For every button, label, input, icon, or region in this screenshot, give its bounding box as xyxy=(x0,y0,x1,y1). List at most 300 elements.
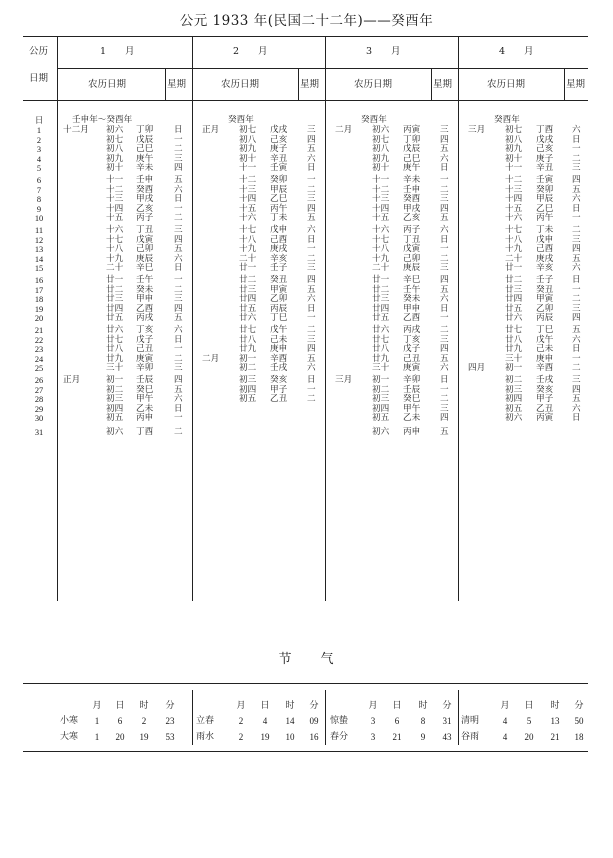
lunar-day: 十三 xyxy=(505,184,523,195)
weekday: 四 xyxy=(572,244,581,254)
weekday: 三 xyxy=(572,303,581,314)
lunar-day: 初八 xyxy=(239,134,257,145)
day-number: 20 xyxy=(34,314,44,323)
ganzhi: 癸酉 xyxy=(403,194,421,204)
lunar-day: 二十 xyxy=(505,253,523,264)
jieqi-value: 2 xyxy=(238,716,244,726)
weekday: 六 xyxy=(307,153,316,164)
ganzhi: 癸未 xyxy=(403,294,421,304)
lunar-day: 三十 xyxy=(372,363,390,373)
weekday: 六 xyxy=(174,394,183,404)
lunar-day: 初十 xyxy=(239,153,257,164)
day-number: 31 xyxy=(34,428,44,437)
ganzhi: 癸亥 xyxy=(270,375,288,385)
lunar-day: 初二 xyxy=(372,384,390,395)
header-gongli: 公历 xyxy=(29,46,49,57)
jieqi-value: 8 xyxy=(420,716,426,726)
ganzhi: 癸亥 xyxy=(536,384,554,395)
ganzhi: 戊午 xyxy=(270,325,288,335)
lunar-day: 初六 xyxy=(372,125,390,135)
lunar-day: 十一 xyxy=(239,163,257,173)
weekday: 三 xyxy=(440,334,449,345)
lunar-day: 初八 xyxy=(505,134,523,145)
lunar-day: 廿一 xyxy=(372,275,390,285)
lunar-day: 十七 xyxy=(106,234,124,245)
jieqi-title: 节 气 xyxy=(278,652,335,667)
weekday: 二 xyxy=(440,394,449,404)
lunar-day: 十六 xyxy=(239,213,257,223)
day-number: 4 xyxy=(36,154,42,164)
lunar-month-marker: 十二月 xyxy=(63,125,89,135)
day-number: 2 xyxy=(36,135,42,145)
ganzhi: 甲戌 xyxy=(403,203,421,214)
jieqi-value: 4 xyxy=(262,716,268,726)
lunar-day: 廿八 xyxy=(505,334,523,345)
weekday: 二 xyxy=(174,353,183,364)
jieqi-col-header: 日 xyxy=(392,700,402,710)
weekday: 日 xyxy=(440,234,449,245)
weekday: 六 xyxy=(572,125,581,135)
ganzhi: 己巳 xyxy=(403,153,421,164)
ganzhi: 甲寅 xyxy=(536,294,554,304)
weekday: 五 xyxy=(440,353,449,364)
month-header-4: 4 月 xyxy=(499,46,534,57)
lunar-day: 十七 xyxy=(372,234,390,245)
jieqi-col-header: 日 xyxy=(260,700,270,710)
ganzhi: 甲子 xyxy=(536,394,554,404)
weekday: 一 xyxy=(572,353,581,364)
lunar-day: 初一 xyxy=(505,363,523,373)
ganzhi: 甲申 xyxy=(136,294,154,304)
lunar-day: 初三 xyxy=(372,394,390,404)
weekday: 五 xyxy=(440,144,449,154)
weekday: 六 xyxy=(307,363,316,373)
jieqi-col-header: 月 xyxy=(368,700,378,710)
weekday: 五 xyxy=(572,325,581,335)
lunar-day: 初七 xyxy=(106,134,124,145)
ganzhi: 丙午 xyxy=(270,203,288,214)
ganzhi: 壬寅 xyxy=(270,163,288,173)
ganzhi: 戊戌 xyxy=(536,134,554,145)
ganzhi: 庚戌 xyxy=(536,253,554,264)
ganzhi: 丙辰 xyxy=(270,303,288,314)
lunar-day: 十五 xyxy=(106,213,124,223)
lunar-day: 初六 xyxy=(505,413,523,423)
lunar-day: 廿九 xyxy=(239,344,257,354)
ganzhi: 辛亥 xyxy=(536,263,554,273)
weekday: 日 xyxy=(572,413,581,423)
jieqi-col-header: 时 xyxy=(285,700,295,710)
lunar-day: 十九 xyxy=(106,253,124,264)
weekday: 四 xyxy=(174,375,183,385)
lunar-day: 廿一 xyxy=(239,263,257,273)
day-number: 19 xyxy=(34,304,44,314)
weekday: 四 xyxy=(307,203,316,214)
weekday: 一 xyxy=(174,203,183,214)
jieqi-col-header: 时 xyxy=(418,700,428,710)
lunar-day: 廿一 xyxy=(505,263,523,273)
weekday: 四 xyxy=(440,275,449,285)
lunar-day: 初七 xyxy=(372,134,390,145)
lunar-day: 初九 xyxy=(372,153,390,164)
weekday: 五 xyxy=(307,353,316,364)
weekday: 四 xyxy=(572,313,581,323)
ganzhi: 丁酉 xyxy=(536,125,554,135)
ganzhi: 甲辰 xyxy=(536,194,554,204)
lunar-day: 十六 xyxy=(106,225,124,235)
jieqi-col-header: 月 xyxy=(500,700,510,710)
ganzhi: 甲戌 xyxy=(136,194,154,204)
weekday: 五 xyxy=(440,284,449,295)
weekday: 日 xyxy=(440,375,449,385)
lunar-day: 二十 xyxy=(239,253,257,264)
lunar-day: 二十 xyxy=(106,263,124,273)
jieqi-value: 9 xyxy=(420,732,426,742)
weekday: 二 xyxy=(174,427,183,437)
lunar-day: 廿三 xyxy=(106,294,124,304)
lunar-month-marker: 三月 xyxy=(468,125,486,135)
day-number: 5 xyxy=(36,164,42,173)
weekday: 日 xyxy=(174,263,183,273)
lunar-day: 廿九 xyxy=(505,344,523,354)
jieqi-name: 小寒 xyxy=(60,716,79,726)
ganzhi: 戊申 xyxy=(270,225,288,235)
lunar-day: 十二 xyxy=(505,175,523,185)
weekday: 日 xyxy=(440,303,449,314)
jieqi-value: 19 xyxy=(139,732,149,742)
lunar-day: 廿七 xyxy=(106,334,124,345)
weekday: 二 xyxy=(174,213,183,223)
ganzhi: 甲午 xyxy=(403,403,421,414)
ganzhi: 乙丑 xyxy=(270,394,288,404)
year-label-m3: 癸酉年 xyxy=(361,115,387,125)
weekday: 六 xyxy=(440,294,449,304)
jieqi-value: 21 xyxy=(550,732,560,742)
day-number: 21 xyxy=(34,326,44,335)
ganzhi: 乙卯 xyxy=(270,294,288,304)
lunar-day: 廿四 xyxy=(239,294,257,304)
jieqi-value: 23 xyxy=(165,716,175,726)
jieqi-value: 2 xyxy=(238,732,244,742)
lunar-day: 十八 xyxy=(106,244,124,254)
jieqi-col-header: 月 xyxy=(92,700,102,710)
lunar-day: 廿五 xyxy=(372,313,390,323)
day-number: 9 xyxy=(36,204,42,214)
ganzhi: 辛酉 xyxy=(536,363,554,373)
lunar-day: 廿六 xyxy=(106,325,124,335)
week-header-3: 星期 xyxy=(433,79,453,90)
ganzhi: 癸丑 xyxy=(536,284,554,295)
ganzhi: 丁巳 xyxy=(270,313,288,323)
jieqi-value: 13 xyxy=(550,716,560,726)
day-number: 27 xyxy=(34,385,44,395)
weekday: 六 xyxy=(307,225,316,235)
ganzhi: 戊子 xyxy=(136,334,154,345)
lunar-day: 初六 xyxy=(106,125,124,135)
ganzhi: 戊申 xyxy=(536,234,554,245)
day-number: 14 xyxy=(34,254,44,264)
weekday: 三 xyxy=(572,375,581,385)
weekday: 六 xyxy=(572,194,581,204)
day-number: 16 xyxy=(34,276,44,285)
lunar-day: 廿五 xyxy=(505,303,523,314)
ganzhi: 辛巳 xyxy=(136,263,154,273)
lunar-day: 廿九 xyxy=(372,353,390,364)
weekday: 六 xyxy=(572,263,581,273)
ganzhi: 丙子 xyxy=(136,213,154,223)
lunar-day: 十七 xyxy=(505,225,523,235)
jieqi-name: 大寒 xyxy=(60,732,79,742)
ganzhi: 戊子 xyxy=(403,344,421,354)
jieqi-name: 惊蛰 xyxy=(330,716,349,726)
lunar-day: 初五 xyxy=(372,413,390,423)
ganzhi: 壬戌 xyxy=(270,363,288,373)
lunar-day: 初六 xyxy=(106,427,124,437)
year-label-m1: 壬申年～癸酉年 xyxy=(72,115,133,125)
ganzhi: 乙亥 xyxy=(136,203,154,214)
ganzhi: 庚申 xyxy=(270,344,288,354)
lunar-day: 初二 xyxy=(106,384,124,395)
jieqi-value: 5 xyxy=(526,716,532,726)
lunar-day: 十一 xyxy=(505,163,523,173)
ganzhi: 辛丑 xyxy=(270,153,288,164)
lunar-day: 初十 xyxy=(505,153,523,164)
weekday: 一 xyxy=(307,244,316,254)
day-number: 28 xyxy=(34,395,44,404)
weekday: 日 xyxy=(307,163,316,173)
lunar-day: 初六 xyxy=(372,427,390,437)
lunar-day: 初一 xyxy=(239,353,257,364)
ganzhi: 壬辰 xyxy=(403,384,421,395)
ganzhi: 丁卯 xyxy=(136,125,154,135)
day-number: 24 xyxy=(34,354,44,364)
lunar-day: 初五 xyxy=(505,403,523,414)
jieqi-col-header: 分 xyxy=(574,700,584,710)
weekday: 日 xyxy=(174,194,183,204)
day-number: 7 xyxy=(36,185,42,195)
weekday: 二 xyxy=(307,325,316,335)
ganzhi: 癸巳 xyxy=(403,394,421,404)
ganzhi: 庚辰 xyxy=(136,253,154,264)
ganzhi: 丙申 xyxy=(136,413,154,423)
lunar-month-marker: 四月 xyxy=(468,363,486,373)
ganzhi: 戊辰 xyxy=(136,134,154,145)
ganzhi: 甲寅 xyxy=(270,284,288,295)
ganzhi: 癸卯 xyxy=(536,184,554,195)
weekday: 六 xyxy=(440,225,449,235)
lunar-day: 十二 xyxy=(372,184,390,195)
weekday: 四 xyxy=(307,344,316,354)
day-number: 22 xyxy=(34,335,44,345)
ganzhi: 辛酉 xyxy=(270,353,288,364)
lunar-day: 廿八 xyxy=(372,344,390,354)
weekday: 一 xyxy=(440,313,449,323)
weekday: 二 xyxy=(307,253,316,264)
weekday: 日 xyxy=(174,125,183,135)
weekday: 四 xyxy=(440,344,449,354)
ganzhi: 癸丑 xyxy=(270,275,288,285)
lunar-day: 初二 xyxy=(239,363,257,373)
ganzhi: 乙酉 xyxy=(403,313,421,323)
lunar-month-marker: 二月 xyxy=(202,353,220,364)
year-label-m2: 癸酉年 xyxy=(228,115,254,125)
weekday: 四 xyxy=(440,413,449,423)
weekday: 一 xyxy=(174,134,183,145)
weekday: 六 xyxy=(572,403,581,414)
weekday: 四 xyxy=(307,275,316,285)
ganzhi: 乙酉 xyxy=(136,303,154,314)
lunar-month-marker: 正月 xyxy=(202,125,220,135)
month-header-2: 2 月 xyxy=(233,46,268,57)
weekday: 一 xyxy=(572,144,581,154)
ganzhi: 己亥 xyxy=(270,134,288,145)
weekday: 日 xyxy=(307,375,316,385)
weekday: 一 xyxy=(174,413,183,423)
weekday: 五 xyxy=(307,284,316,295)
ganzhi: 丁丑 xyxy=(403,234,421,245)
jieqi-value: 21 xyxy=(392,732,402,742)
lunar-day: 廿五 xyxy=(106,313,124,323)
ganzhi: 乙巳 xyxy=(536,203,554,214)
jieqi-col-header: 时 xyxy=(550,700,560,710)
lunar-day: 十九 xyxy=(372,253,390,264)
ganzhi: 乙未 xyxy=(136,403,154,414)
lunar-day: 十四 xyxy=(505,194,523,204)
day-number: 18 xyxy=(34,295,44,304)
ganzhi: 己亥 xyxy=(536,144,554,154)
lunar-day: 廿七 xyxy=(372,334,390,345)
weekday: 六 xyxy=(307,294,316,304)
ganzhi: 戊辰 xyxy=(403,144,421,154)
lunar-day: 廿三 xyxy=(505,284,523,295)
ganzhi: 丁亥 xyxy=(403,334,421,345)
weekday: 五 xyxy=(572,394,581,404)
lunar-day: 初七 xyxy=(505,125,523,135)
weekday: 五 xyxy=(174,313,183,323)
weekday: 四 xyxy=(307,134,316,145)
weekday: 二 xyxy=(307,394,316,404)
ganzhi: 庚戌 xyxy=(270,244,288,254)
lunar-day: 初十 xyxy=(106,163,124,173)
ganzhi: 丙戌 xyxy=(136,313,154,323)
nongli-header-3: 农历日期 xyxy=(354,79,393,90)
weekday: 五 xyxy=(307,213,316,223)
lunar-day: 廿七 xyxy=(505,325,523,335)
lunar-day: 廿二 xyxy=(505,275,523,285)
weekday: 日 xyxy=(440,163,449,173)
ganzhi: 庚午 xyxy=(136,153,154,164)
jieqi-value: 3 xyxy=(370,716,376,726)
ganzhi: 庚寅 xyxy=(403,363,421,373)
weekday: 三 xyxy=(440,194,449,204)
lunar-day: 初一 xyxy=(372,375,390,385)
jieqi-name: 清明 xyxy=(461,716,480,726)
lunar-day: 十八 xyxy=(372,244,390,254)
jieqi-value: 1 xyxy=(94,716,100,726)
lunar-day: 廿四 xyxy=(372,303,390,314)
weekday: 三 xyxy=(440,403,449,414)
nongli-header-2: 农历日期 xyxy=(221,79,260,90)
day-number: 6 xyxy=(36,176,42,185)
lunar-day: 初五 xyxy=(239,394,257,404)
ganzhi: 辛未 xyxy=(403,175,421,185)
weekday: 一 xyxy=(572,213,581,223)
ganzhi: 壬寅 xyxy=(536,175,554,185)
week-header-2: 星期 xyxy=(300,79,320,90)
weekday: 五 xyxy=(572,184,581,195)
jieqi-col-header: 日 xyxy=(115,700,125,710)
ganzhi: 丙戌 xyxy=(403,325,421,335)
lunar-day: 十九 xyxy=(239,244,257,254)
weekday: 二 xyxy=(572,294,581,304)
ganzhi: 壬午 xyxy=(136,275,154,285)
ganzhi: 庚午 xyxy=(403,163,421,173)
weekday: 六 xyxy=(440,153,449,164)
ganzhi: 壬子 xyxy=(536,275,554,285)
jieqi-value: 6 xyxy=(117,716,123,726)
ganzhi: 丁未 xyxy=(536,225,554,235)
jieqi-value: 2 xyxy=(141,716,147,726)
lunar-day: 初四 xyxy=(372,403,390,414)
jieqi-value: 6 xyxy=(394,716,400,726)
ganzhi: 丙寅 xyxy=(536,413,554,423)
day-number: 17 xyxy=(34,285,44,295)
jieqi-value: 53 xyxy=(165,732,175,742)
lunar-day: 初五 xyxy=(106,413,124,423)
jieqi-name: 春分 xyxy=(330,732,349,742)
weekday: 五 xyxy=(440,427,449,437)
ganzhi: 乙卯 xyxy=(536,303,554,314)
weekday: 四 xyxy=(440,134,449,145)
lunar-day: 十四 xyxy=(106,203,124,214)
jieqi-value: 43 xyxy=(442,732,452,742)
ganzhi: 戊午 xyxy=(536,334,554,345)
lunar-day: 十六 xyxy=(372,225,390,235)
lunar-day: 十三 xyxy=(239,184,257,195)
lunar-day: 廿六 xyxy=(372,325,390,335)
weekday: 三 xyxy=(440,263,449,273)
lunar-day: 十五 xyxy=(372,213,390,223)
day-number: 13 xyxy=(34,245,44,254)
weekday: 日 xyxy=(572,344,581,354)
ganzhi: 己未 xyxy=(536,344,554,354)
jieqi-col-header: 时 xyxy=(139,700,149,710)
jieqi-col-header: 日 xyxy=(524,700,534,710)
weekday: 六 xyxy=(174,184,183,195)
weekday: 一 xyxy=(307,384,316,395)
day-number: 25 xyxy=(34,364,44,373)
lunar-day: 廿五 xyxy=(239,303,257,314)
ganzhi: 丙辰 xyxy=(536,313,554,323)
lunar-day: 十九 xyxy=(505,244,523,254)
lunar-day: 初九 xyxy=(239,144,257,154)
ganzhi: 甲申 xyxy=(403,303,421,314)
day-number: 29 xyxy=(34,404,44,414)
lunar-day: 初三 xyxy=(106,394,124,404)
ganzhi: 癸酉 xyxy=(136,184,154,195)
lunar-day: 初九 xyxy=(505,144,523,154)
ganzhi: 庚辰 xyxy=(403,263,421,273)
jieqi-name: 立春 xyxy=(196,716,215,726)
jieqi-value: 4 xyxy=(502,732,508,742)
lunar-day: 廿三 xyxy=(239,284,257,295)
lunar-day: 廿三 xyxy=(372,294,390,304)
jieqi-col-header: 月 xyxy=(236,700,246,710)
nongli-header-4: 农历日期 xyxy=(487,79,526,90)
weekday: 二 xyxy=(572,225,581,235)
ganzhi: 己巳 xyxy=(136,144,154,154)
weekday: 三 xyxy=(174,153,183,164)
